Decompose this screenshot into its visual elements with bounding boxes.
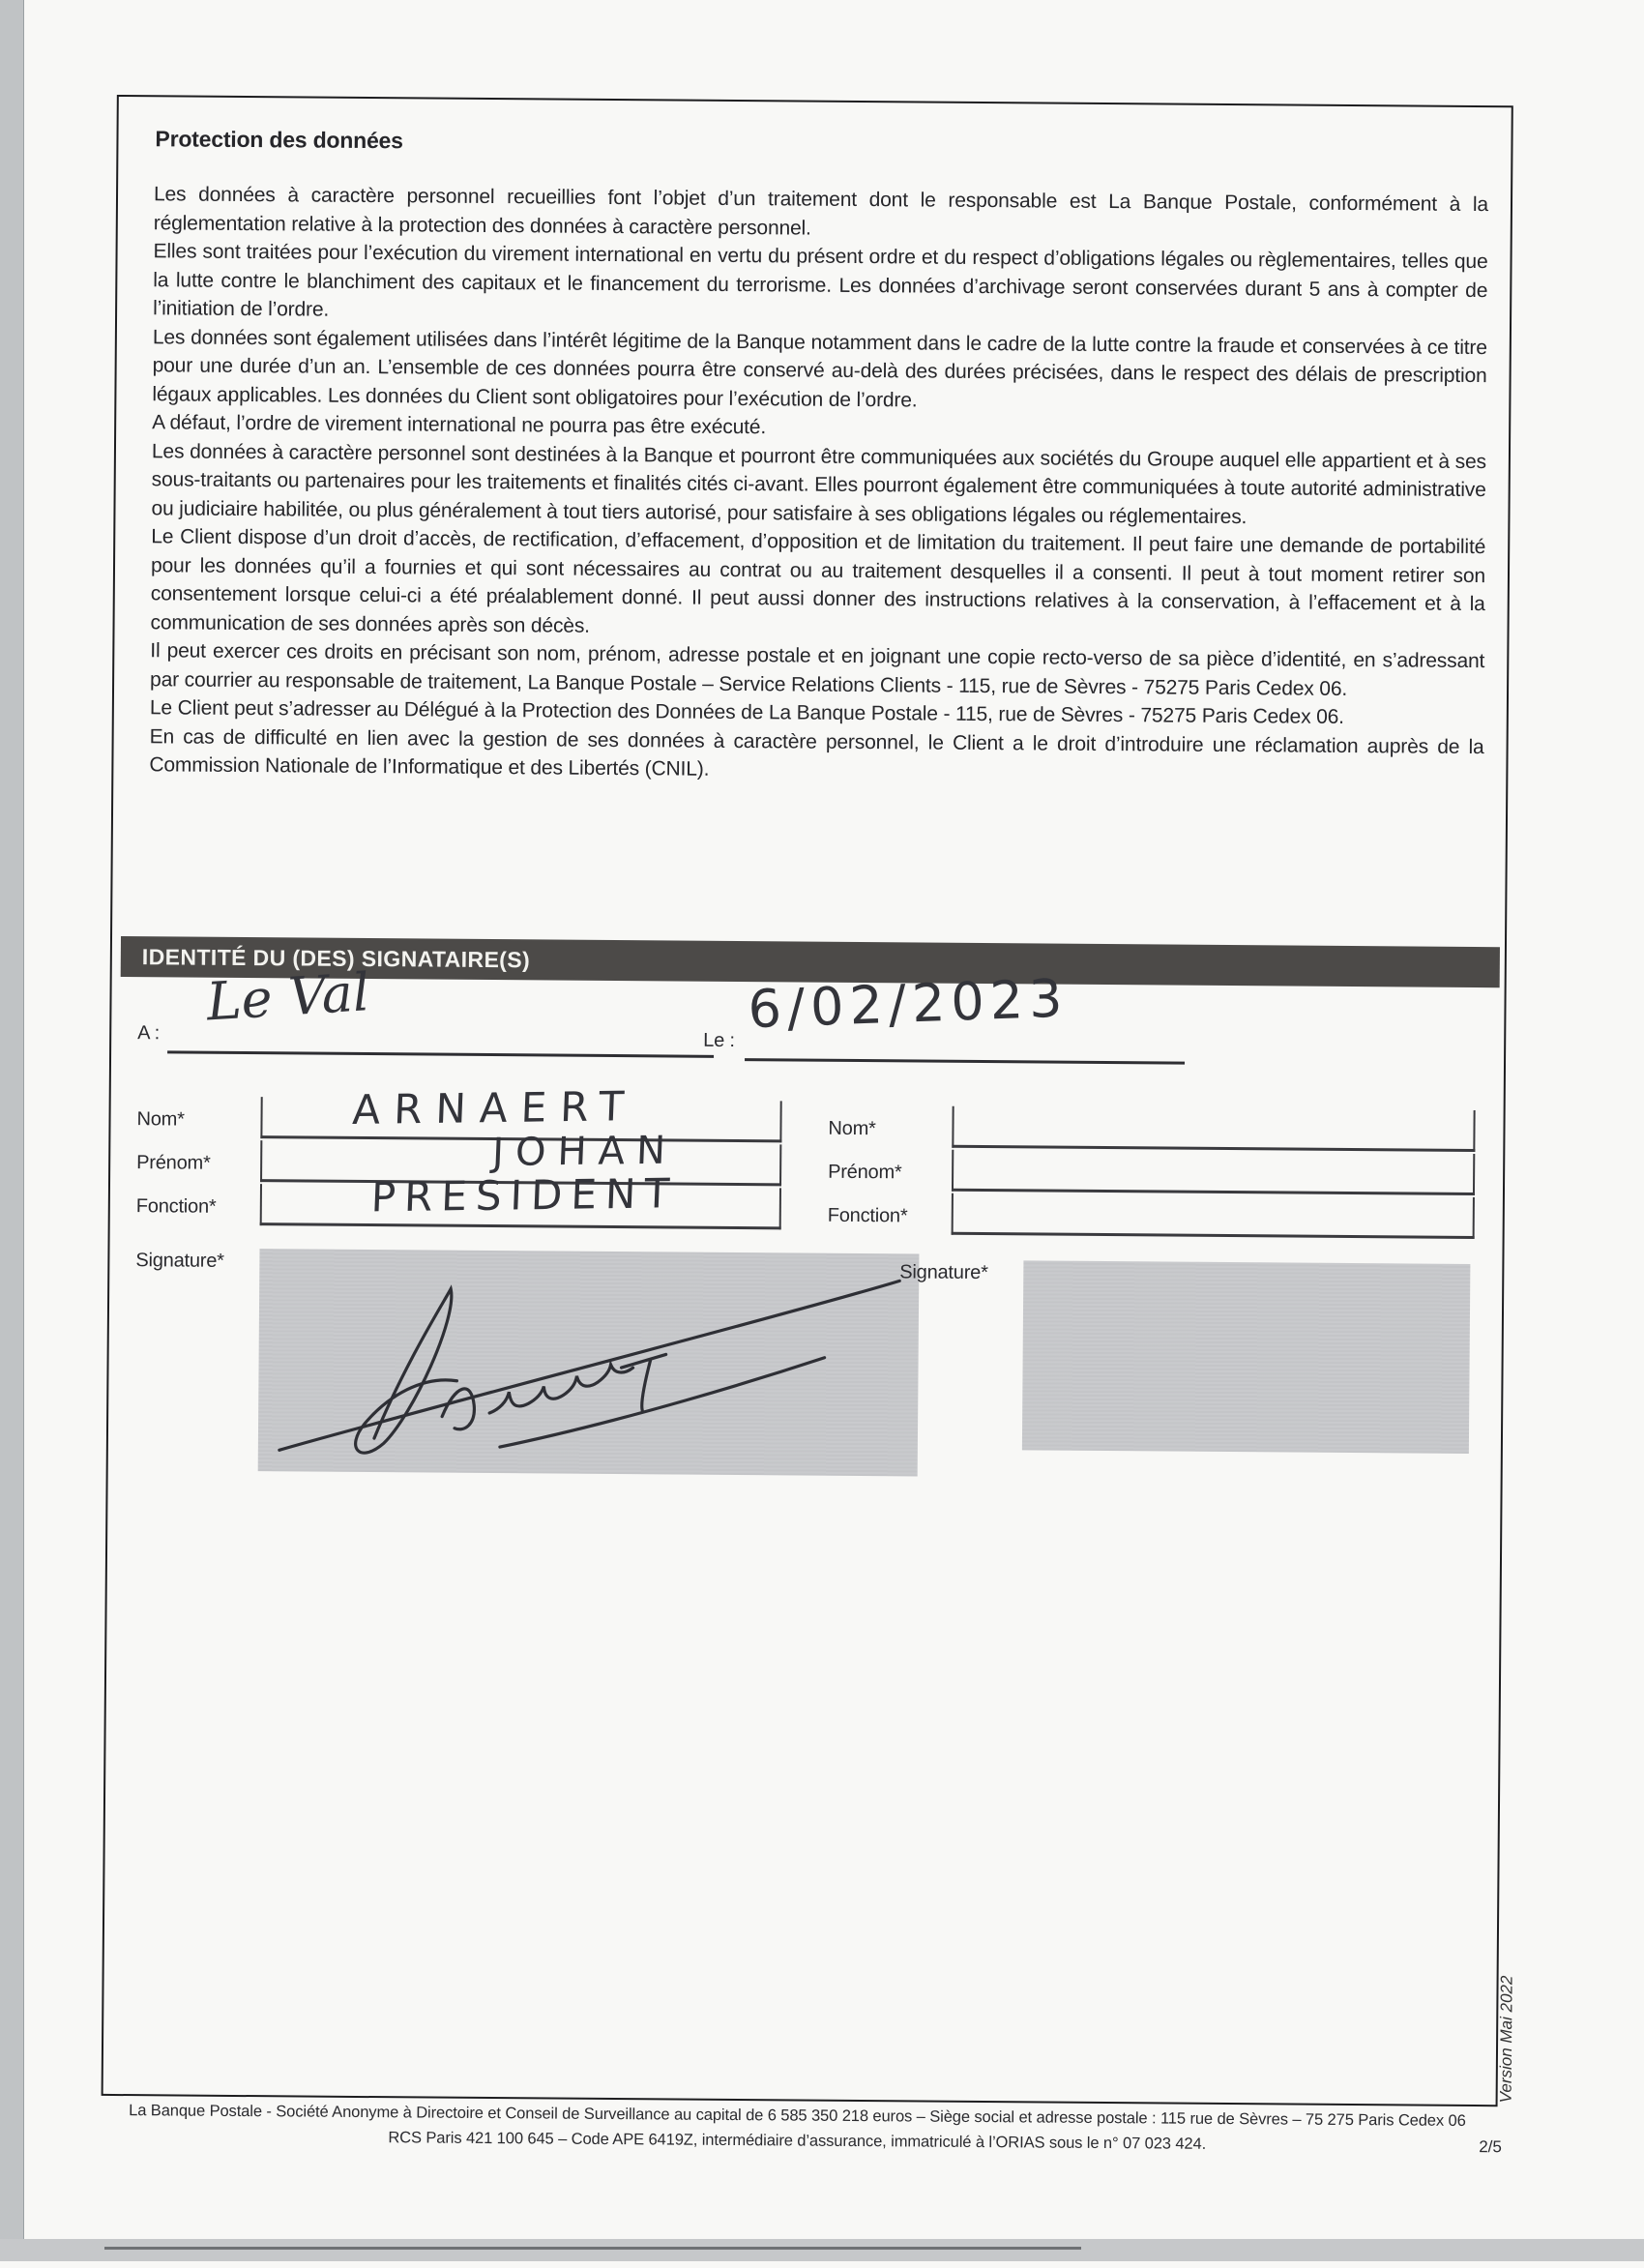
- nom-label-left: Nom*: [136, 1108, 185, 1131]
- signature-area-left[interactable]: [258, 1249, 920, 1476]
- signature-label-right: Signature*: [899, 1261, 988, 1284]
- prenom-label-left: Prénom*: [136, 1152, 211, 1174]
- paragraph: Le Client peut s’adresser au Délégué à la Protection des Données de La Banque Postale - 115, rue de Sèvres - 75275 Paris Cedex 06.: [149, 696, 1345, 728]
- section-title: IDENTITÉ DU (DES) SIGNATAIRE(S): [141, 943, 531, 972]
- place-label: A :: [137, 1022, 161, 1045]
- paragraph: Les données à caractère personnel recueillies font l’objet d’un traitement dont le responsable est La Banque Postale, conformément à la réglementation relative à la protection des données à caractère personnel.: [153, 183, 1489, 240]
- prenom-handwritten-left: JOHAN: [491, 1128, 678, 1176]
- fonction-label-left: Fonction*: [135, 1195, 217, 1218]
- signature-drawing: [258, 1249, 920, 1476]
- paragraph: Le Client dispose d’un droit d’accès, de rectification, d’effacement, d’opposition et de limitation du traitement. Il peut faire une demande de portabilité pour les données qu’il a fournies et qui sont nécessaires au contrat ou au traitement desquelles il a consenti. Il peut à tout moment retirer son consentement lorsque celui-ci a été préalablement donné. Il peut aussi donner des instructions relatives à la conservation, à l’effacement et à la communication de ses données après son décès.: [150, 525, 1486, 637]
- paragraph: Les données à caractère personnel sont destinées à la Banque et pourront être communiquées aux sociétés du Groupe auquel elle appartient et à ses sous-traitants ou partenaires pour les traitements et finalités cités ci-avant. Elles pourront également être communiquées à toute autorité administrative ou judiciaire habilitée, ou plus généralement à tout tiers autorisé, pour satisfaire à ses obligations légales ou réglementaires.: [151, 439, 1487, 528]
- date-handwritten-value: 6/02/2023: [747, 967, 1070, 1041]
- document-frame: [102, 95, 1513, 2106]
- paragraph: Les données sont également utilisées dans l’intérêt légitime de la Banque notamment dans le cadre de la lutte contre la fraude et conservées à ce titre pour une durée d’un an. L’ensemble de ces données pourra être conservé au-delà des durées précisées, dans le respect des délais de prescription légaux applicables. Les données du Client sont obligatoires pour l’exécution de l’ordre.: [152, 325, 1487, 411]
- paragraph: Elles sont traitées pour l’exécution du virement international en vertu du présent ordre et du respect d’obligations légales ou règlementaires, telles que la lutte contre le blanchiment des capitaux et le financement du terrorisme. Les données d’archivage seront conservées durant 5 ans à compter de l’initiation de l’ordre.: [153, 240, 1488, 321]
- date-label: Le :: [703, 1029, 735, 1051]
- nom-label-right: Nom*: [828, 1117, 876, 1140]
- paragraph: A défaut, l’ordre de virement international ne pourra pas être exécuté.: [152, 411, 767, 439]
- prenom-label-right: Prénom*: [828, 1161, 902, 1184]
- place-line[interactable]: [167, 1050, 714, 1057]
- legal-footer: [101, 2098, 1493, 2159]
- page-number: 2/5: [1479, 2137, 1502, 2157]
- fonction-label-right: Fonction*: [827, 1204, 908, 1227]
- paragraph: Il peut exercer ces droits en précisant son nom, prénom, adresse postale et en joignant une copie recto-verso de sa pièce d’identité, en s’adressant par courrier au responsable de traitement, La Banque Postale – Service Relations Clients - 115, rue de Sèvres - 75275 Paris Cedex 06.: [150, 639, 1485, 700]
- fonction-handwritten-left: PRESIDENT: [369, 1169, 680, 1222]
- data-protection-text: [149, 180, 1488, 789]
- date-line[interactable]: [745, 1058, 1185, 1065]
- place-handwritten-value: Le Val: [204, 961, 371, 1033]
- page-title: Protection des données: [155, 126, 403, 154]
- fonction-field-right[interactable]: [952, 1193, 1475, 1239]
- version-label: Version Mai 2022: [1496, 1975, 1516, 2104]
- nom-field-right[interactable]: [952, 1106, 1475, 1152]
- signature-area-right[interactable]: [1022, 1260, 1471, 1454]
- paragraph: En cas de difficulté en lien avec la gestion de ses données à caractère personnel, le Client a le droit d’introduire une réclamation auprès de la Commission Nationale de l’Informatique et des Libertés (CNIL).: [149, 724, 1484, 781]
- nom-handwritten-left: ARNAERT: [351, 1082, 639, 1134]
- legal-footer-line2: RCS Paris 421 100 645 – Code APE 6419Z, intermédiaire d’assurance, immatriculé à l’ORIAS sous le n° 07 023 424.: [388, 2129, 1207, 2153]
- legal-footer-line1: La Banque Postale - Société Anonyme à Directoire et Conseil de Surveillance au capital de 6 585 350 218 euros – Siège social et adresse postale : 115 rue de Sèvres – 75 275 Paris Cedex 06: [129, 2102, 1466, 2130]
- prenom-field-right[interactable]: [952, 1150, 1475, 1195]
- signature-label-left: Signature*: [135, 1250, 224, 1272]
